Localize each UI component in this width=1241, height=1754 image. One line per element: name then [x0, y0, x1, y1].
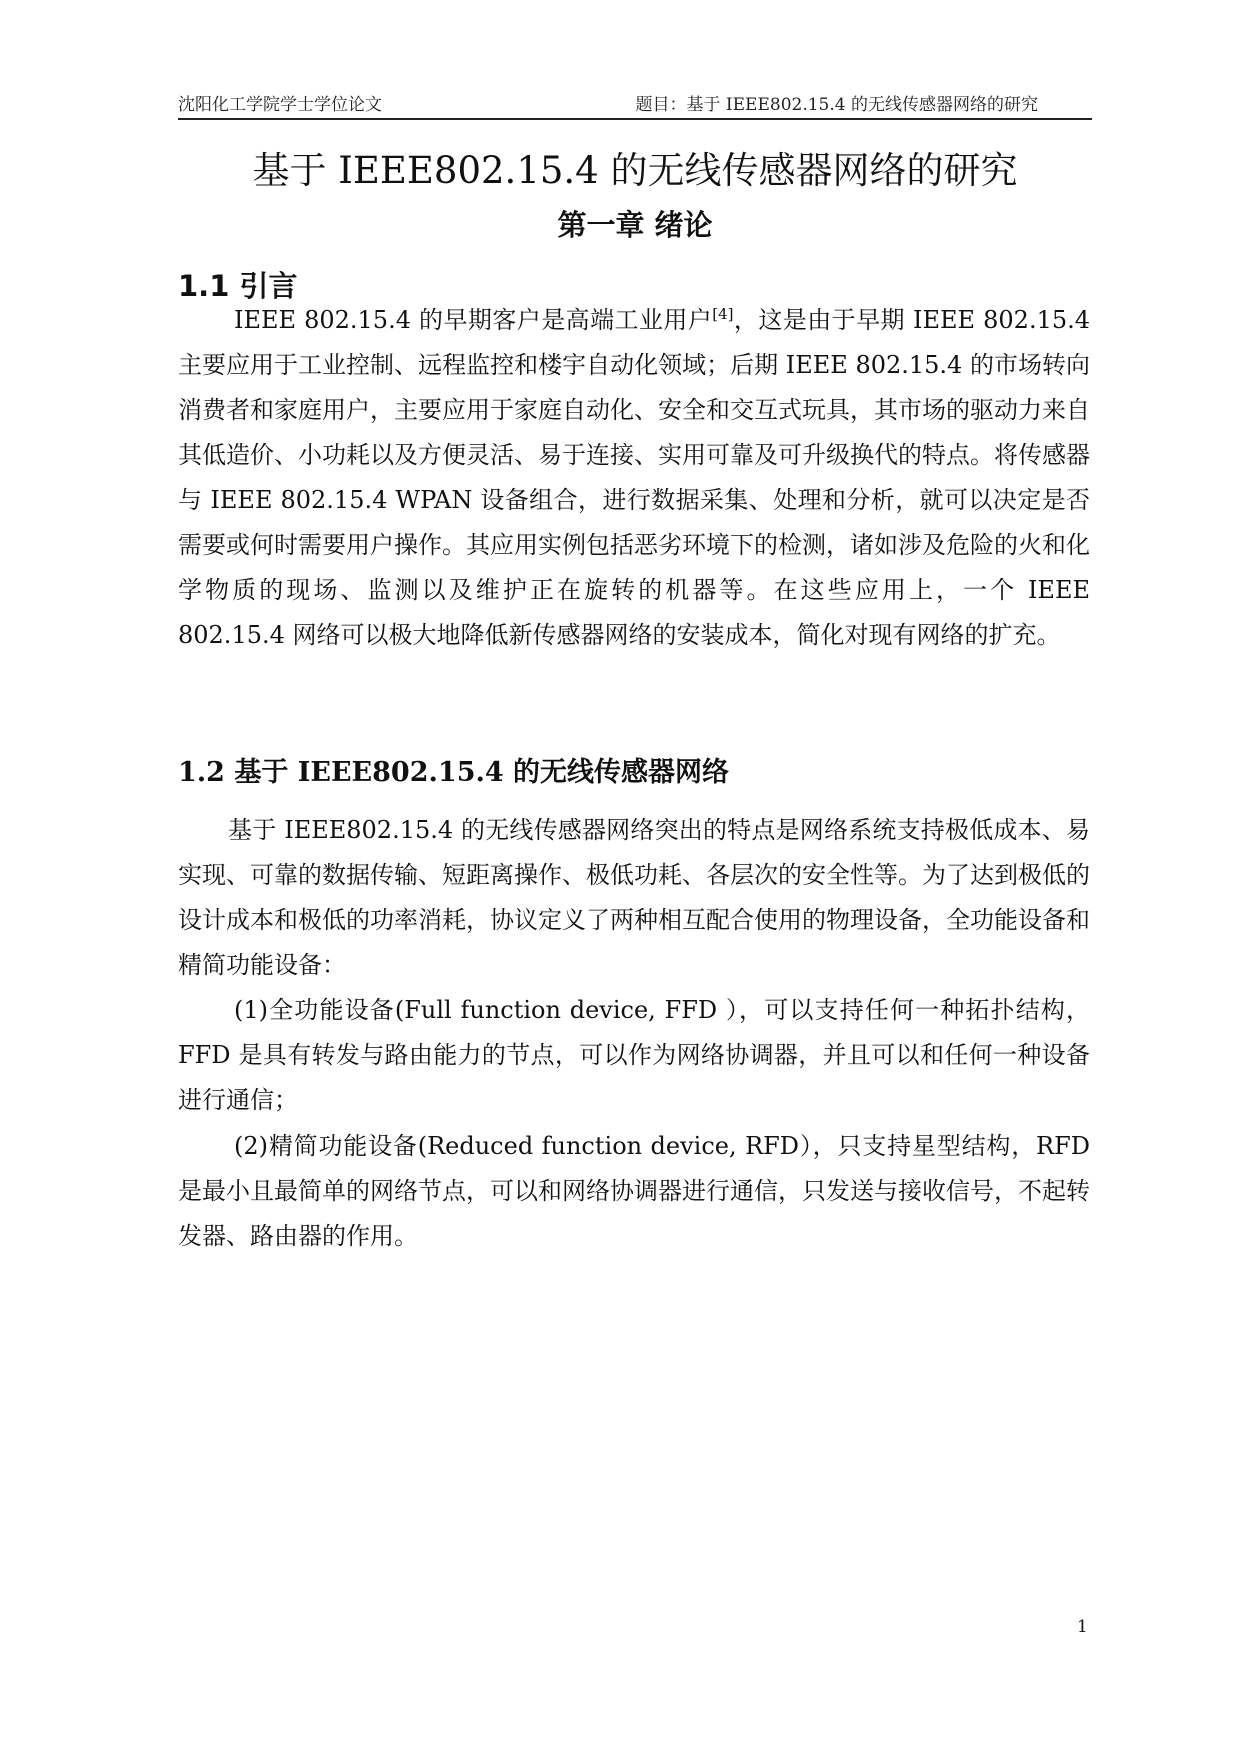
section-heading-1-1: 1.1 引言 [178, 269, 298, 303]
header-institution: 沈阳化工学院学士学位论文 [178, 95, 382, 115]
document-title: 基于 IEEE802.15.4 的无线传感器网络的研究 [252, 149, 1018, 192]
paragraph-rfd: (2)精简功能设备(Reduced function device, RFD），只支持星型结构，RFD 是最小且最简单的网络节点，可以和网络协调器进行通信，只发送与接收信号，不起转发器、路由器的作用。 [178, 1132, 1090, 1250]
paragraph-wsn-features: 基于 IEEE802.15.4 的无线传感器网络突出的特点是网络系统支持极低成本、易实现、可靠的数据传输、短距离操作、极低功耗、各层次的安全性等。为了达到极低的设计成本和极低的功率消耗，协议定义了两种相互配合使用的物理设备，全功能设备和精简功能设备： [178, 816, 1090, 979]
paragraph-ffd: (1)全功能设备(Full function device, FFD ），可以支持任何一种拓扑结构，FFD 是具有转发与路由能力的节点，可以作为网络协调器，并且可以和任何一种设备进行通信； [178, 996, 1090, 1114]
chapter-heading: 第一章 绪论 [557, 208, 713, 242]
running-header [178, 88, 1092, 120]
paragraph-text: ，这是由于早期 IEEE 802.15.4 主要应用于工业控制、远程监控和楼宇自动化领域；后期 IEEE 802.15.4 的市场转向消费者和家庭用户，主要应用于家庭自动化、安全和交互式玩具，其市场的驱动力来自其低造价、小功耗以及方便灵活、易于连接、实用可靠及可升级换代的特点。将传感器与 IEEE 802.15.4 WPAN 设备组合，进行数据采集、处理和分析，就可以决定是否需要或何时需要用户操作。其应用实例包括恶劣环境下的检测，诸如涉及危险的火和化学物质的现场、监测以及维护正在旋转的机器等。在这些应用上，一个 IEEE 802.15.4 网络可以极大地降低新传感器网络的安装成本，简化对现有网络的扩充。 [178, 306, 1091, 649]
paragraph-text: IEEE 802.15.4 的早期客户是高端工业用户 [234, 306, 713, 334]
section-heading-1-2: 1.2 基于 IEEE802.15.4 的无线传感器网络 [178, 757, 730, 788]
citation-ref: [4] [712, 305, 734, 323]
header-thesis-title: 题目：基于 IEEE802.15.4 的无线传感器网络的研究 [635, 95, 1038, 115]
page-number: 1 [1077, 1617, 1088, 1637]
paragraph-introduction [178, 298, 1090, 658]
